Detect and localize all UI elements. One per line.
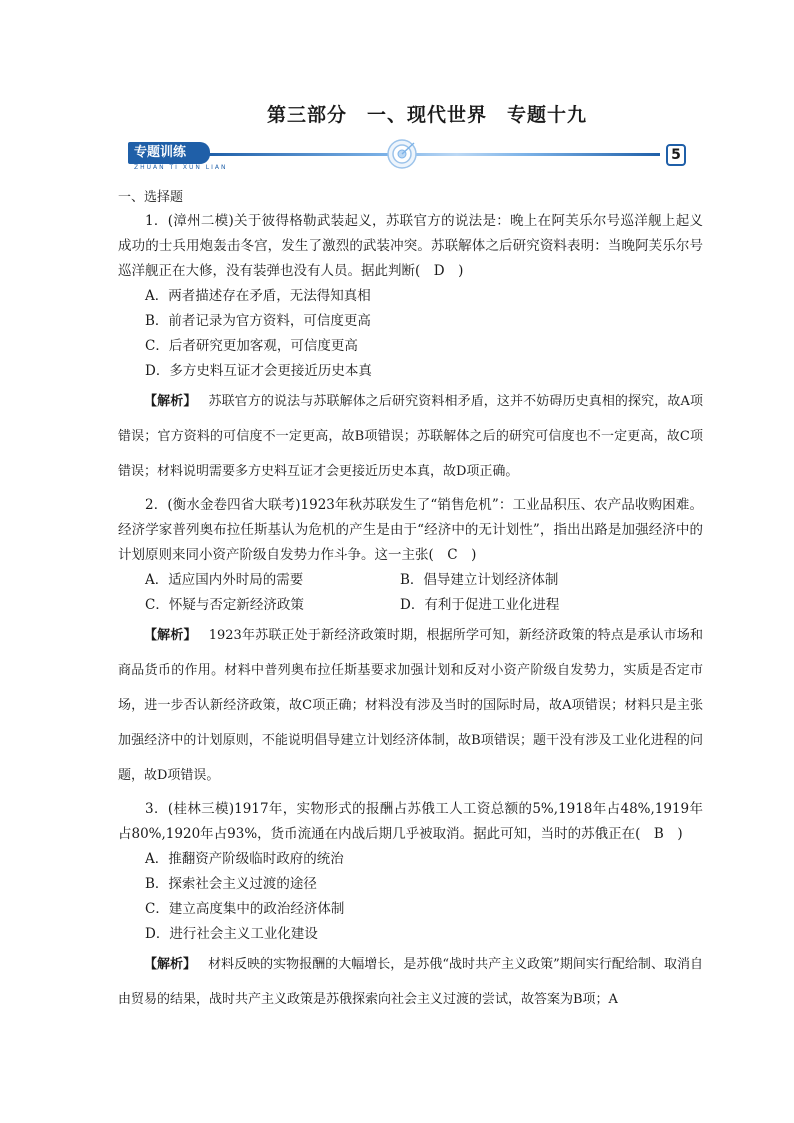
options-row [118, 568, 703, 593]
option-a: A．适应国内外时局的需要 [145, 572, 304, 588]
analysis-tag: 【解析】 [144, 394, 197, 409]
analysis [118, 384, 703, 489]
question-content [118, 186, 703, 1021]
question-1 [118, 209, 703, 489]
section-title: 一、选择题 [118, 190, 184, 205]
option-d: D．有利于促进工业化进程 [400, 597, 560, 613]
option-b: B．前者记录为官方资料，可信度更高 [145, 313, 371, 329]
analysis-text: 苏联官方的说法与苏联解体之后研究资料相矛盾，这并不妨碍历史真相的探究，故A项错误；官方资料的可信度不一定更高，故B项错误；苏联解体之后的研究可信度也不一定更高，故C项错误；材料说明需要多方史料互证才会更接近历史本真，故D项正确。 [118, 394, 703, 479]
analysis-text: 1923年苏联正处于新经济政策时期，根据所学可知，新经济政策的特点是承认市场和商品货币的作用。材料中普列奥布拉任斯基要求加强计划和反对小资产阶级自发势力，实质是否定市场，进一步否认新经济政策，故C项正确；材料没有涉及当时的国际时局，故A项错误；材料只是主张加强经济中的计划原则，不能说明倡导建立计划经济体制，故B项错误；题干没有涉及工业化进程的问题，故D项错误。 [118, 628, 703, 783]
section-banner [128, 138, 688, 172]
banner-subtitle: ZHUAN TI XUN LIAN [134, 164, 228, 171]
option-d: D．进行社会主义工业化建设 [145, 926, 318, 942]
options-row [118, 593, 703, 618]
question-stem: 2．(衡水金卷四省大联考)1923年秋苏联发生了“销售危机”：工业品积压、农产品收购困难。经济学家普列奥布拉任斯基认为危机的产生是由于“经济中的无计划性”，指出出路是加强经济中的计划原则来同小资产阶级自发势力作斗争。这一主张( C ) [118, 497, 703, 563]
option-c: C．建立高度集中的政治经济体制 [145, 901, 345, 917]
analysis-text: 材料反映的实物报酬的大幅增长，是苏俄“战时共产主义政策”期间实行配给制、取消自由贸易的结果，战时共产主义政策是苏俄探索向社会主义过渡的尝试，故答案为B项；A [118, 957, 703, 1007]
analysis [118, 618, 703, 793]
question-3 [118, 797, 703, 1017]
banner-number: 5 [666, 144, 686, 166]
option-a: A．推翻资产阶级临时政府的统治 [145, 851, 344, 867]
question-2 [118, 493, 703, 793]
option-a: A．两者描述存在矛盾，无法得知真相 [145, 288, 371, 304]
option-d: D．多方史料互证才会更接近历史本真 [145, 363, 372, 379]
page-title: 第三部分 一、现代世界 专题十九 [266, 104, 587, 126]
question-stem: 3．(桂林三模)1917年，实物形式的报酬占苏俄工人工资总额的5%,1918年占48%,1919年占80%,1920年占93%，货币流通在内战后期几乎被取消。据此可知，当时的苏俄正在( B ) [118, 801, 703, 842]
question-stem: 1．(漳州二模)关于彼得格勒武装起义，苏联官方的说法是：晚上在阿芙乐尔号巡洋舰上起义成功的士兵用炮轰击冬宫，发生了激烈的武装冲突。苏联解体之后研究资料表明：当晚阿芙乐尔号巡洋舰正在大修，没有装弹也没有人员。据此判断( D ) [118, 213, 703, 279]
option-c: C．怀疑与否定新经济政策 [145, 597, 304, 613]
banner-line [208, 153, 660, 156]
analysis-tag: 【解析】 [144, 628, 197, 643]
analysis-tag: 【解析】 [144, 957, 197, 972]
option-b: B．倡导建立计划经济体制 [400, 572, 559, 588]
target-icon [386, 138, 418, 170]
option-b: B．探索社会主义过渡的途径 [145, 876, 317, 892]
analysis [118, 947, 703, 1017]
option-c: C．后者研究更加客观，可信度更高 [145, 338, 358, 354]
banner-label: 专题训练 [128, 142, 210, 164]
